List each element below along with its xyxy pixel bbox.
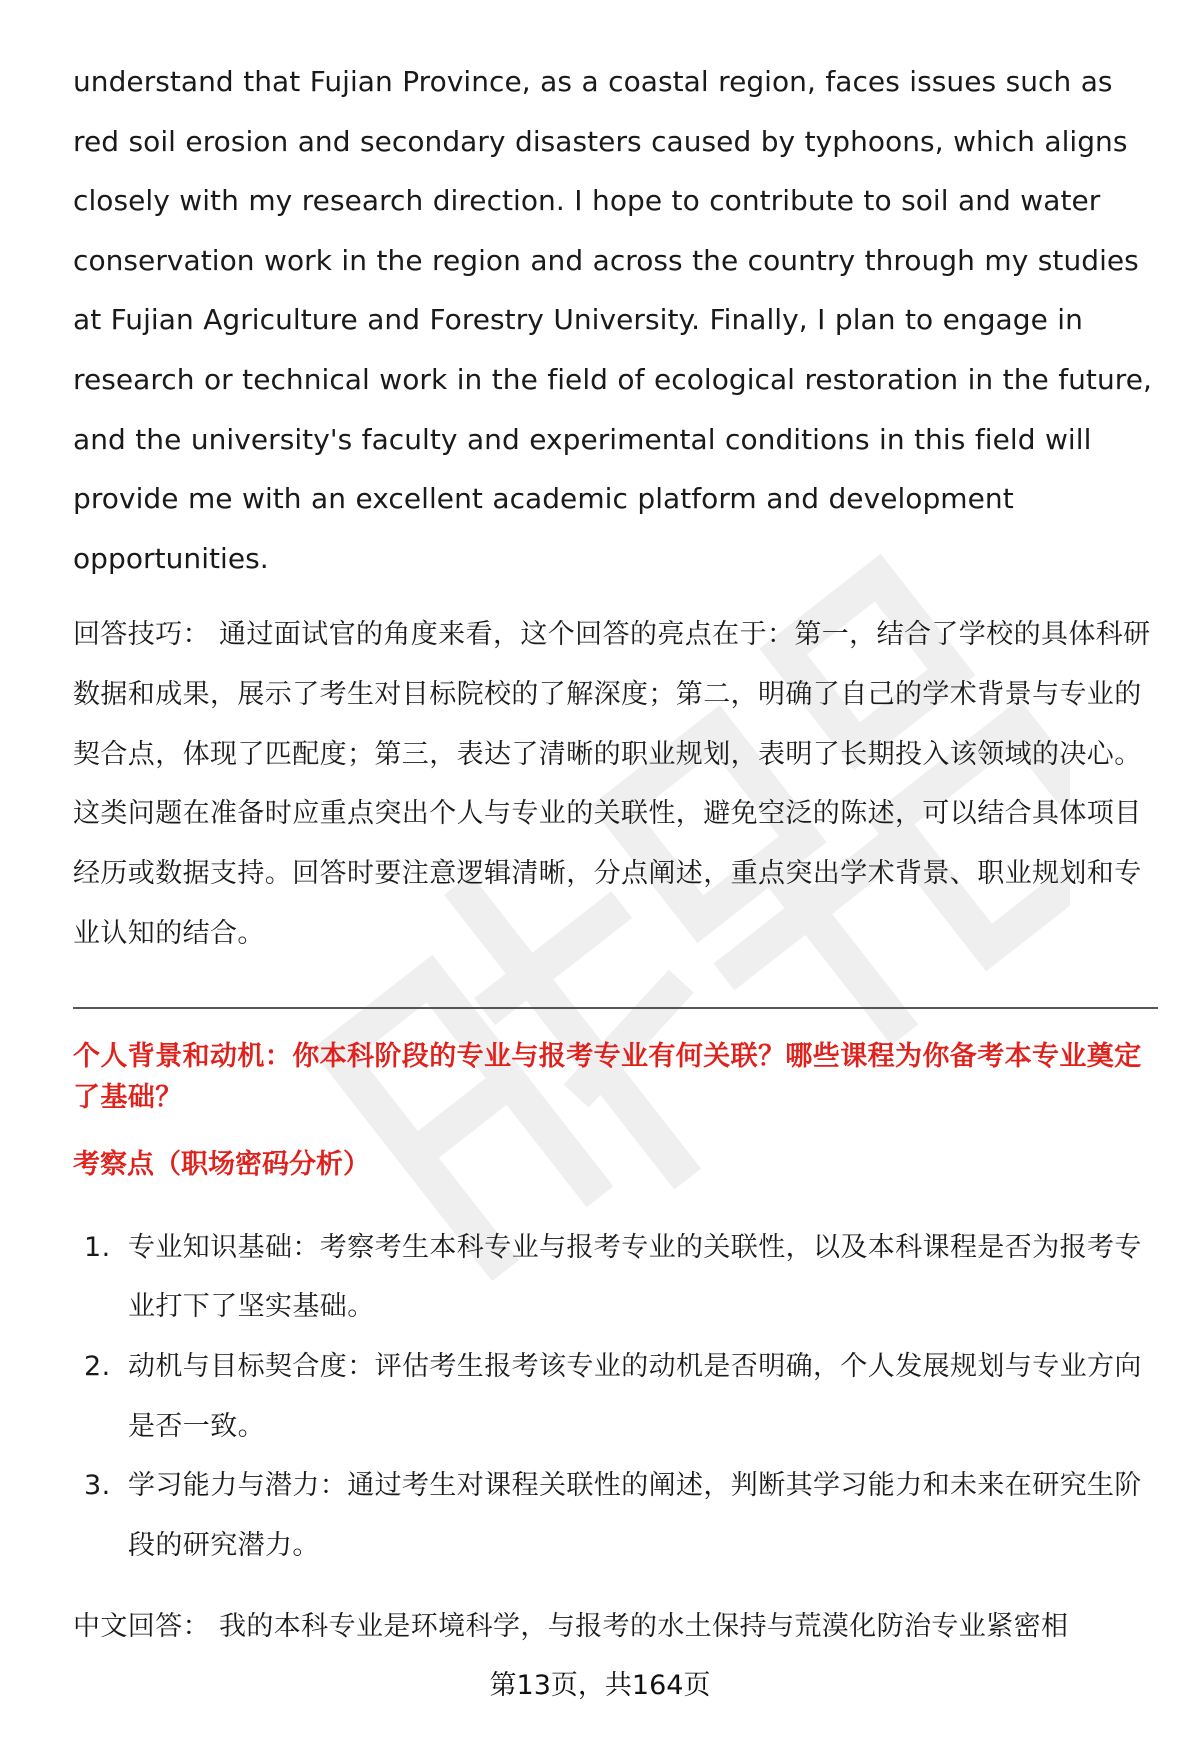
list-item-text: 学习能力与潜力：通过考生对课程关联性的阐述，判断其学习能力和未来在研究生阶段的研究潜力。 xyxy=(128,1470,1142,1562)
chinese-answer-paragraph: 中文回答： 我的本科专业是环境科学，与报考的水土保持与荒漠化防治专业紧密相 xyxy=(73,1610,1069,1642)
list-item xyxy=(73,1337,1158,1456)
list-number: 1. xyxy=(84,1231,111,1263)
list-item xyxy=(73,1456,1158,1575)
assessment-heading: 考察点（职场密码分析） xyxy=(73,1148,370,1180)
list-item-text: 动机与目标契合度：评估考生报考该专业的动机是否明确，个人发展规划与专业方向是否一致。 xyxy=(128,1350,1142,1442)
assessment-points-list xyxy=(73,1218,1158,1576)
list-item xyxy=(73,1218,1158,1337)
page-number-footer: 第13页，共164页 xyxy=(489,1670,711,1701)
document-page xyxy=(73,52,1158,1656)
answer-tips-paragraph: 回答技巧： 通过面试官的角度来看，这个回答的亮点在于：第一，结合了学校的具体科研数据和成果，展示了考生对目标院校的了解深度；第二，明确了自己的学术背景与专业的契合点，体现了匹配度；第三，表达了清晰的职业规划，表明了长期投入该领域的决心。这类问题在准备时应重点突出个人与专业的关联性，避免空泛的陈述，可以结合具体项目经历或数据支持。回答时要注意逻辑清晰，分点阐述，重点突出学术背景、职业规划和专业认知的结合。 xyxy=(73,619,1151,949)
list-number: 2. xyxy=(84,1350,111,1382)
section-divider xyxy=(73,1007,1158,1009)
interview-question: 个人背景和动机：你本科阶段的专业与报考专业有何关联？哪些课程为你备考本专业奠定了基础？ xyxy=(73,1040,1142,1113)
english-answer-paragraph: understand that Fujian Province, as a coastal region, faces issues such as red soil erosion and secondary disasters caused by typhoons, which aligns closely with my research direction. I hope to contribute to soil and water conservation work in the region and across the country through my studies at Fujian Agriculture and Forestry University. Finally, I plan to engage in research or technical work in the field of ecological restoration in the future, and the university's faculty and experimental conditions in this field will provide me with an excellent academic platform and development opportunities. xyxy=(73,65,1152,575)
list-item-text: 专业知识基础：考察考生本科专业与报考专业的关联性，以及本科课程是否为报考专业打下了坚实基础。 xyxy=(128,1231,1142,1323)
list-number: 3. xyxy=(84,1470,111,1502)
